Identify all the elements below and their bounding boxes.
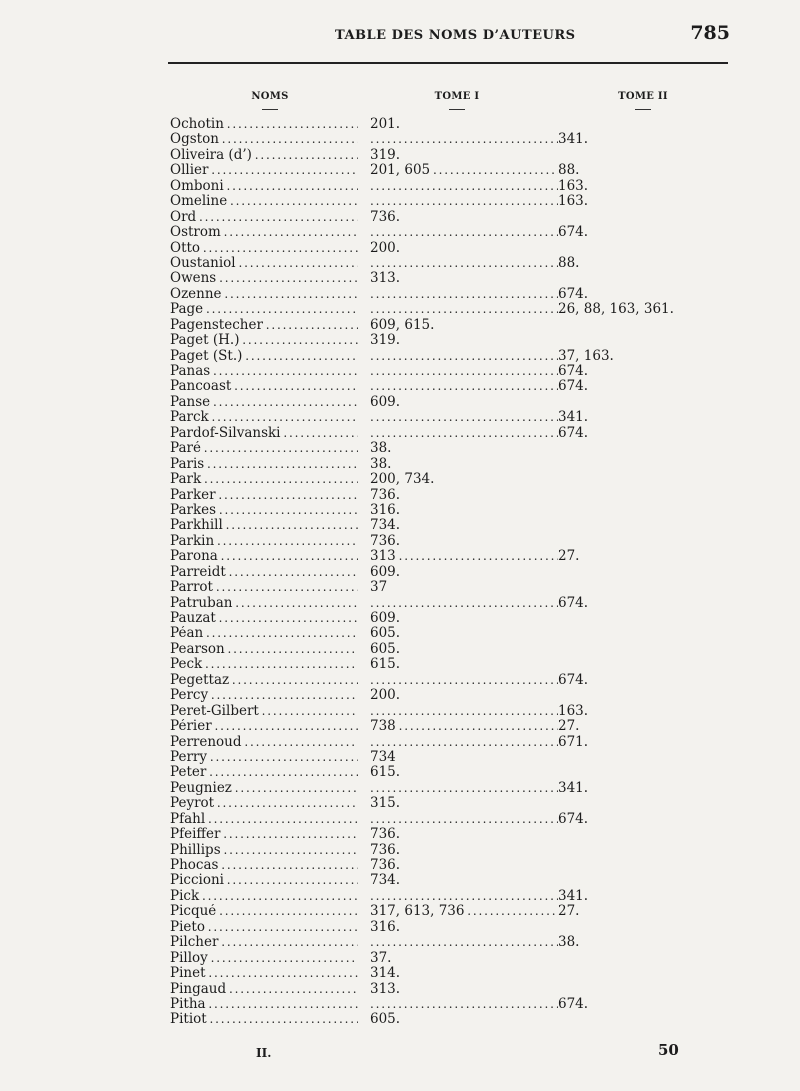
tome2-pages: 671. [558,733,589,750]
tome1-pages: 200. [370,240,401,256]
index-entry [170,549,690,564]
tome1-pages: 609. [370,564,401,580]
author-name: Péan . . . [170,626,358,641]
tome2-pages: 341. [558,779,589,796]
tome1-pages [370,935,558,950]
tome1-pages: 201, 605 . . . [370,163,558,178]
tome1-pages [370,426,558,441]
sheet-number: 50 [658,1041,679,1059]
tome1-pages: 736. [370,842,401,858]
author-name: Ollier . . . [170,163,358,178]
author-name: Paget (H.) . . . [170,333,358,348]
header-rule [168,62,728,64]
index-entry [170,966,690,981]
tome1-pages [370,302,558,317]
tome1-pages: 319. [370,147,401,163]
author-name: Parkhill . . . [170,518,358,533]
tome2-pages: 674. [558,424,589,441]
tome1-pages: 38. [370,441,392,457]
tome1-pages: 316. [370,919,401,935]
tome2-pages: 341. [558,409,589,426]
tome2-pages: 341. [558,131,589,148]
author-name: Périer . . . [170,719,358,734]
index-entry [170,271,690,286]
tome2-pages: 88. [558,162,580,179]
author-name: Parkes . . . [170,503,358,518]
author-name: Parkin . . . [170,534,358,549]
author-name: Pilcher . . . [170,935,358,950]
index-entry [170,765,690,780]
author-name: Paris . . . [170,457,358,472]
index-entry [170,982,690,997]
tome2-pages: 674. [558,224,589,241]
index-entry [170,395,690,410]
index-entry [170,858,690,873]
tome2-pages: 674. [558,594,589,611]
tome2-pages: 27. [558,548,580,565]
index-entry [170,904,690,919]
tome1-pages [370,256,558,271]
index-entry [170,518,690,533]
author-name: Ogston . . . [170,132,358,147]
author-name: Panas . . . [170,364,358,379]
tome1-pages [370,673,558,688]
tome2-pages: 27. [558,718,580,735]
author-name: Piccioni . . . [170,873,358,888]
index-entry [170,688,690,703]
tome2-pages: 674. [558,363,589,379]
tome2-pages: 674. [558,378,589,395]
tome1-pages: 37. [370,950,392,966]
index-entry [170,920,690,935]
index-entry [170,1012,690,1027]
index-entry [170,735,690,750]
author-name: Pauzat . . . [170,611,358,626]
index-entry [170,889,690,904]
tome1-pages: 313 . . . [370,549,558,564]
tome1-pages [370,379,558,394]
tome2-pages: 341. [558,887,589,904]
tome2-pages: 163. [558,193,589,210]
tome1-pages: 38. [370,456,392,472]
signature-mark: II. [256,1046,272,1060]
author-name: Pagenstecher . . . [170,318,358,333]
tome1-pages [370,179,558,194]
tome2-pages: 37, 163. [558,347,614,364]
tome1-pages: 736. [370,533,401,549]
tome2-pages: 674. [558,995,589,1012]
tome1-pages [370,410,558,425]
author-name: Ozenne . . . [170,287,358,302]
tome1-pages: 734. [370,518,401,534]
author-name: Peugniez . . . [170,781,358,796]
tome1-pages: 317, 613, 736 . . . [370,904,558,919]
author-name: Perry . . . [170,750,358,765]
index-entry [170,333,690,348]
tome1-pages: 313. [370,981,401,997]
index-entry [170,163,690,178]
tome1-pages [370,364,558,379]
index-entry [170,997,690,1012]
author-name: Peter . . . [170,765,358,780]
column-header-noms: NOMS [245,91,295,110]
author-name: Peret-Gilbert . . . [170,704,358,719]
author-name: Parrot . . . [170,580,358,595]
index-entry [170,503,690,518]
author-name: Pegettaz . . . [170,673,358,688]
tome1-pages: 200, 734. [370,472,435,488]
author-name: Peyrot . . . [170,796,358,811]
page-number: 785 [690,22,730,44]
author-name: Pilloy . . . [170,951,358,966]
author-name: Phocas . . . [170,858,358,873]
tome1-pages [370,704,558,719]
index-entry [170,379,690,394]
index-entry [170,596,690,611]
tome1-pages: 736. [370,209,401,225]
tome1-pages [370,997,558,1012]
author-name: Pieto . . . [170,920,358,935]
index-entry [170,148,690,163]
author-name: Ord . . . [170,210,358,225]
author-name: Perrenoud . . . [170,735,358,750]
author-name: Pearson . . . [170,642,358,657]
tome1-pages: 605. [370,641,401,657]
index-entry [170,951,690,966]
index-entry [170,935,690,950]
tome1-pages: 37 [370,580,388,596]
tome1-pages [370,194,558,209]
index-entry [170,781,690,796]
index-entry [170,457,690,472]
index-entry [170,241,690,256]
index-entry [170,750,690,765]
tome2-pages: 674. [558,671,589,688]
column-header-tome2: TOME II [612,91,674,110]
author-name: Parona . . . [170,549,358,564]
tome1-pages [370,349,558,364]
author-name: Oustaniol . . . [170,256,358,271]
author-name: Pardof-Silvanski . . . [170,426,358,441]
author-name: Ochotin . . . [170,117,358,132]
tome1-pages: 605. [370,626,401,642]
index-entry [170,488,690,503]
tome1-pages: 736. [370,827,401,843]
author-name: Pitiot . . . [170,1012,358,1027]
author-name: Percy . . . [170,688,358,703]
tome1-pages: 609, 615. [370,317,435,333]
tome2-pages: 88. [558,254,580,271]
index-entry [170,426,690,441]
tome1-pages [370,225,558,240]
author-name: Parker . . . [170,488,358,503]
tome1-pages: 609. [370,394,401,410]
index-entry [170,704,690,719]
tome2-pages: 38. [558,934,580,951]
tome1-pages: 609. [370,611,401,626]
tome1-pages: 736. [370,487,401,503]
author-name: Owens . . . [170,271,358,286]
tome1-pages: 315. [370,796,401,812]
index-entry [170,256,690,271]
author-name: Paré . . . [170,441,358,456]
author-name: Pinet . . . [170,966,358,981]
tome1-pages: 734. [370,873,401,889]
tome1-pages: 319. [370,333,401,349]
index-entry [170,657,690,672]
tome2-pages: 674. [558,810,589,827]
tome2-pages: 163. [558,702,589,719]
author-name: Otto . . . [170,241,358,256]
author-name: Peck . . . [170,657,358,672]
index-entry [170,225,690,240]
index-entry [170,812,690,827]
tome1-pages [370,132,558,147]
tome2-pages: 27. [558,903,580,920]
tome1-pages: 200. [370,688,401,704]
tome1-pages [370,812,558,827]
author-name: Pingaud . . . [170,982,358,997]
index-entry [170,287,690,302]
tome1-pages: 316. [370,502,401,518]
tome1-pages [370,596,558,611]
index-entry [170,642,690,657]
tome1-pages [370,287,558,302]
index-entry [170,441,690,456]
author-name: Parreidt . . . [170,565,358,580]
author-index-list [170,117,690,1028]
author-name: Parck . . . [170,410,358,425]
column-header-tome1: TOME I [427,91,487,110]
tome1-pages [370,735,558,750]
index-entry [170,318,690,333]
author-name: Oliveira (d’) . . . [170,148,358,163]
tome1-pages: 736. [370,858,401,873]
author-name: Pitha . . . [170,997,358,1012]
index-entry [170,472,690,487]
tome1-pages: 615. [370,657,401,673]
index-entry [170,580,690,595]
index-entry [170,719,690,734]
index-entry [170,873,690,888]
index-entry [170,796,690,811]
index-entry [170,349,690,364]
tome1-pages [370,781,558,796]
tome1-pages: 313. [370,271,401,287]
index-entry [170,302,690,317]
index-entry [170,843,690,858]
index-entry [170,410,690,425]
author-name: Picqué . . . [170,904,358,919]
index-entry [170,194,690,209]
index-entry [170,611,690,626]
tome2-pages: 674. [558,285,589,302]
tome1-pages: 615. [370,765,401,781]
index-entry [170,179,690,194]
author-name: Omeline . . . [170,194,358,209]
index-entry [170,673,690,688]
author-name: Ostrom . . . [170,225,358,240]
index-entry [170,626,690,641]
tome1-pages: 201. [370,117,401,132]
tome1-pages: 738 . . . [370,719,558,734]
author-name: Pick . . . [170,889,358,904]
author-name: Paget (St.) . . . [170,349,358,364]
author-name: Phillips . . . [170,843,358,858]
running-title: TABLE DES NOMS D’AUTEURS [335,28,576,43]
tome1-pages: 605. [370,1012,401,1028]
index-entry [170,132,690,147]
tome2-pages: 26, 88, 163, 361. [558,301,674,318]
author-name: Pfeiffer . . . [170,827,358,842]
tome1-pages: 314. [370,966,401,982]
tome1-pages [370,889,558,904]
index-entry [170,364,690,379]
tome1-pages: 734 [370,749,396,765]
tome2-pages: 163. [558,177,589,194]
index-entry [170,565,690,580]
index-entry [170,210,690,225]
author-name: Omboni . . . [170,179,358,194]
author-name: Park . . . [170,472,358,487]
index-entry [170,534,690,549]
index-entry [170,117,690,132]
author-name: Panse . . . [170,395,358,410]
author-name: Pfahl . . . [170,812,358,827]
author-name: Patruban . . . [170,596,358,611]
index-entry [170,827,690,842]
author-name: Pancoast . . . [170,379,358,394]
author-name: Page . . . [170,302,358,317]
